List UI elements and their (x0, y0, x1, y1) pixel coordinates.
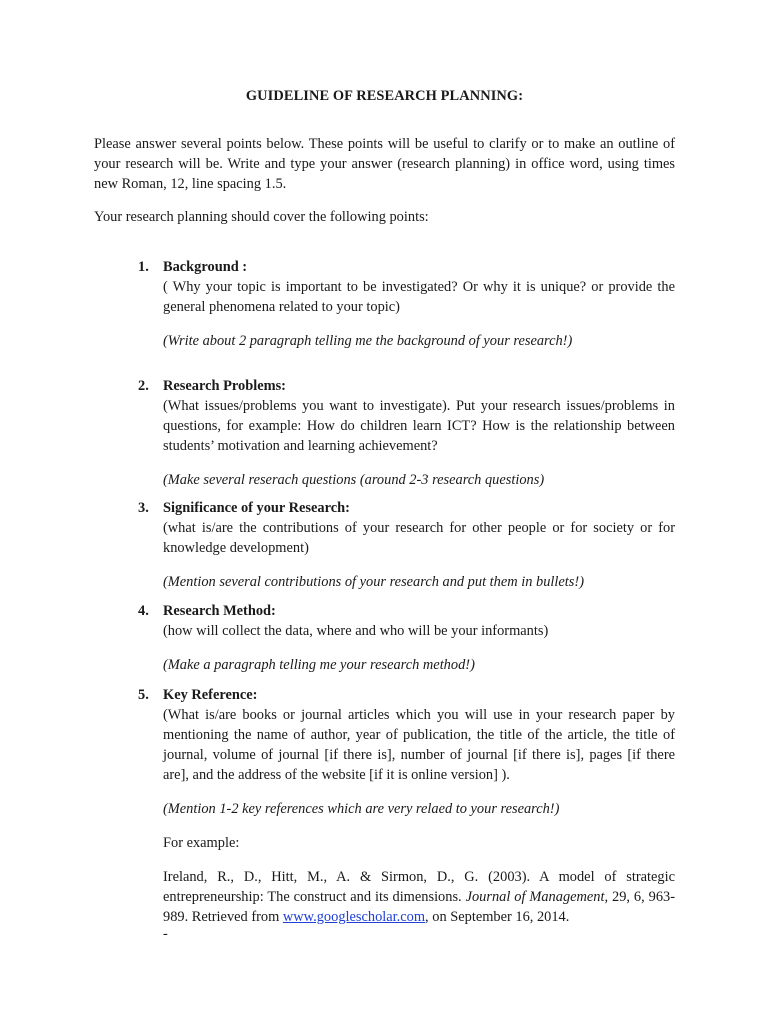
page-title: GUIDELINE OF RESEARCH PLANNING: (245, 88, 524, 104)
trailing-dash: - (163, 926, 168, 942)
item-number: 5. (138, 687, 149, 703)
reference-authors-title: Ireland, R., D., Hitt, M., A. & Sirmon, D., G. (2003). A model of strategic entrepreneurship: The construct and its dimensions. (163, 869, 675, 905)
item-body (163, 498, 675, 592)
list-item-significance (94, 498, 675, 592)
item-number: 2. (138, 378, 149, 394)
item-description: (What is/are books or journal articles which you will use in your research paper by mentioning the name of author, year of publication, the title of the article, the title of journal, volume of journal [if there is], number of journal [if there is], pages [if there are], and the address of the website [if it is online version] ). (163, 707, 675, 783)
intro-paragraph: Please answer several points below. These points will be useful to clarify or to make an outline of your research will be. Write and type your answer (research planning) in office word, using times new Roman, 12, line spacing 1.5. (94, 136, 675, 192)
reference-date: , on September 16, 2014. (425, 909, 570, 925)
item-description: ( Why your topic is important to be investigated? Or why it is unique? or provide the general phenomena related to your topic) (163, 279, 675, 315)
item-description: (how will collect the data, where and who will be your informants) (163, 623, 549, 639)
item-body (163, 685, 675, 941)
cover-points-text: Your research planning should cover the following points: (94, 209, 429, 225)
reference-link[interactable]: www.googlescholar.com (282, 909, 426, 925)
item-description: (What issues/problems you want to investigate). Put your research issues/problems in questions, for example: How do children learn ICT? How is the relationship between students’ motivation and learning achievement? (163, 398, 675, 454)
list-item-key-reference (94, 685, 675, 941)
item-number: 3. (138, 500, 149, 516)
item-heading: Research Method: (163, 603, 276, 619)
item-instruction: (Mention 1-2 key references which are very relaed to your research!) (163, 801, 560, 817)
item-heading: Background : (163, 259, 248, 275)
item-instruction: (Make several reserach questions (around 2-3 research questions) (163, 472, 545, 488)
example-reference (163, 867, 675, 927)
item-description: (what is/are the contributions of your research for other people or for society or for knowledge development) (163, 520, 675, 556)
reference-journal: Journal of Management (465, 889, 605, 905)
item-body (163, 376, 675, 490)
item-body (163, 601, 675, 675)
item-instruction: (Mention several contributions of your research and put them in bullets!) (163, 574, 584, 590)
example-label: For example: (163, 835, 240, 851)
item-number: 4. (138, 603, 149, 619)
item-instruction: (Make a paragraph telling me your research method!) (163, 657, 475, 673)
item-heading: Research Problems: (163, 378, 286, 394)
list-item-research-problems (94, 376, 675, 490)
item-instruction: (Write about 2 paragraph telling me the background of your research!) (163, 333, 573, 349)
list-item-background (94, 257, 675, 351)
list-item-research-method (94, 601, 675, 675)
item-heading: Key Reference: (163, 687, 258, 703)
reference-volume-pages: , 29, 6, 963-989. Retrieved from (163, 889, 675, 925)
item-heading: Significance of your Research: (163, 500, 350, 516)
item-number: 1. (138, 259, 149, 275)
item-body (163, 257, 675, 351)
